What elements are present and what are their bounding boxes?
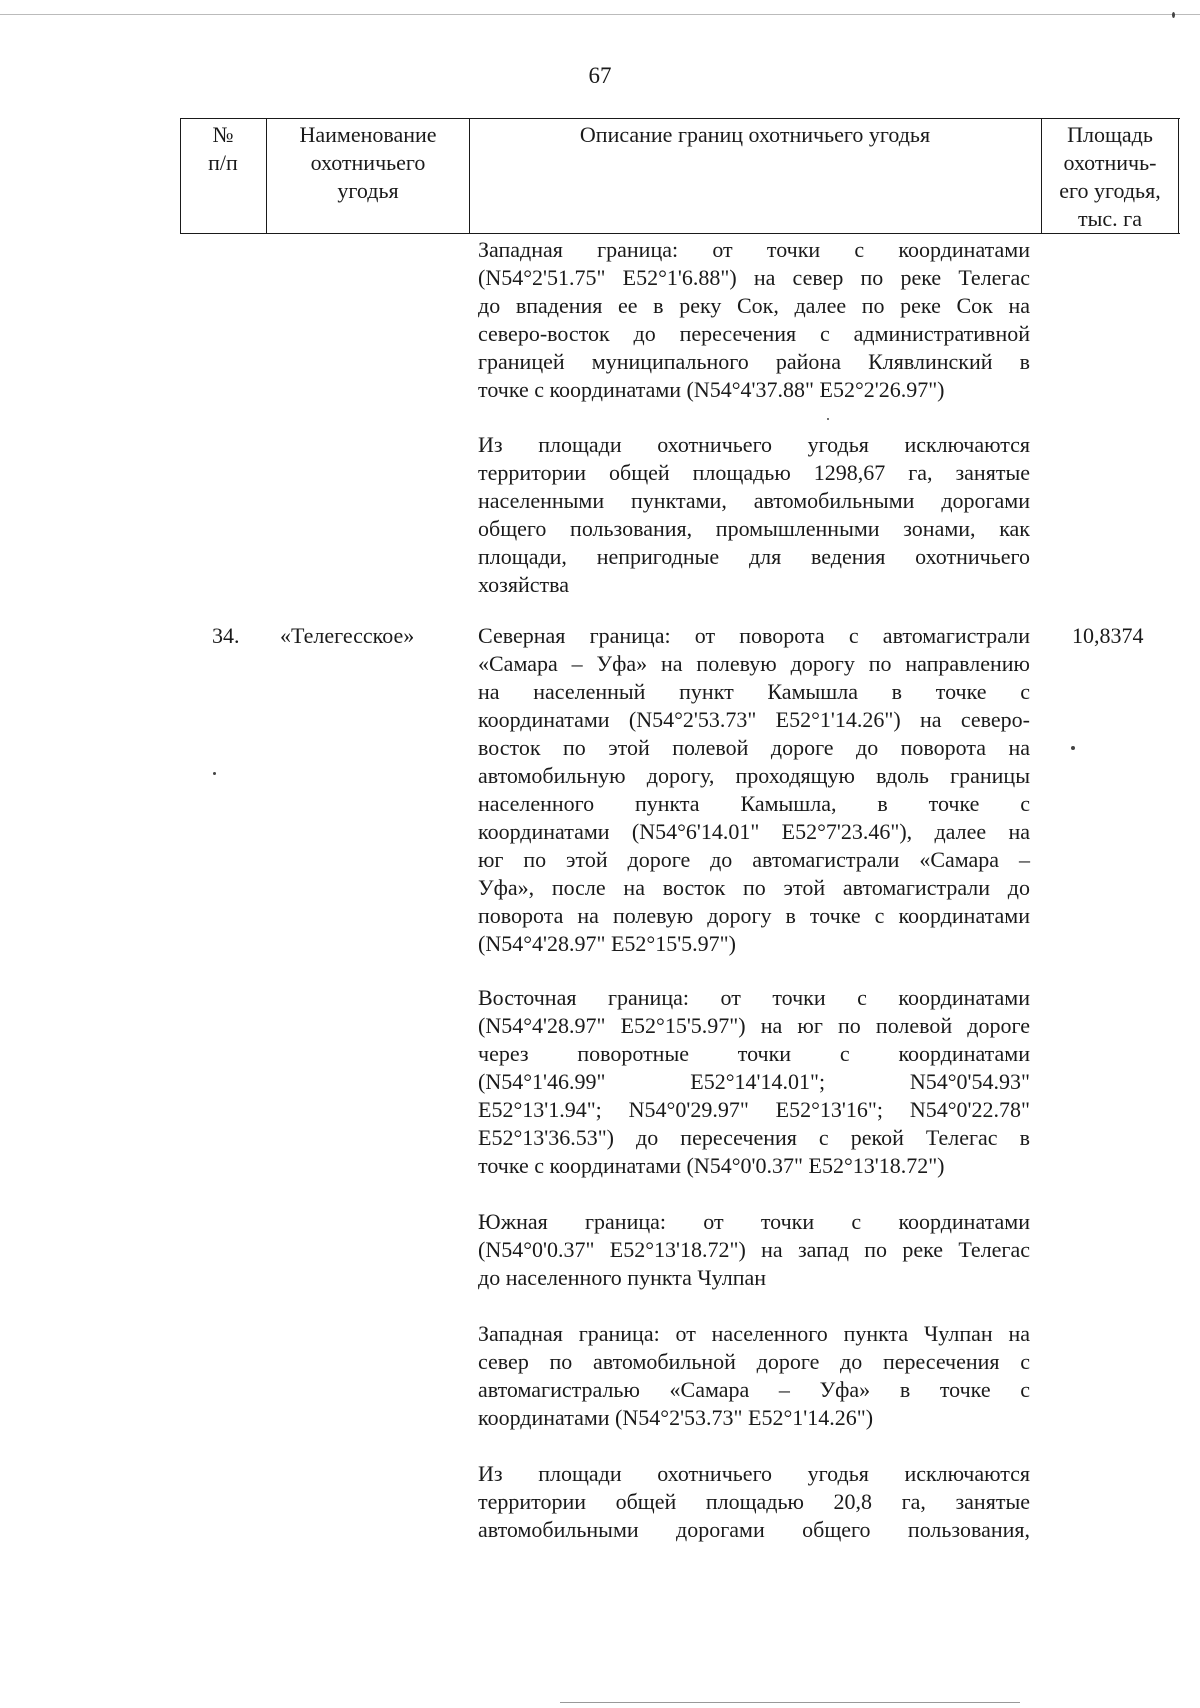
header-area: Площадь охотничь- его угодья, тыс. га bbox=[1059, 122, 1161, 231]
text-line: северо-восток до пересечения с административной bbox=[478, 321, 1030, 346]
scan-artifact bbox=[213, 772, 216, 775]
scan-artifact bbox=[1172, 12, 1175, 18]
text-line: Восточная граница: от точки с координатами bbox=[478, 985, 1030, 1010]
hunting-ground-area: 10,8374 bbox=[1072, 623, 1144, 648]
text-line: юг по этой дороге до автомагистрали «Самара – bbox=[478, 847, 1030, 872]
text-line: координатами (N54°2'53.73" E52°1'14.26") bbox=[478, 1405, 874, 1430]
text-line: координатами (N54°6'14.01" E52°7'23.46"), далее на bbox=[478, 819, 1030, 844]
header-description: Описание границ охотничьего угодья bbox=[579, 122, 931, 147]
text-line: на населенный пункт Камышла в точке с bbox=[478, 679, 1030, 704]
text-line: хозяйства bbox=[478, 572, 569, 597]
text-line: Западная граница: от точки с координатами bbox=[478, 237, 1030, 262]
header-name: Наименование охотничьего угодья bbox=[299, 122, 437, 203]
text-line: восток по этой полевой дороге до поворота на bbox=[478, 735, 1030, 760]
scan-artifact bbox=[560, 1702, 1020, 1703]
scan-artifact bbox=[0, 14, 1200, 15]
text-line: границей муниципального района Клявлинский в bbox=[478, 349, 1030, 374]
text-line: Западная граница: от населенного пункта Чулпан на bbox=[478, 1321, 1030, 1346]
text-line: Уфа», после на восток по этой автомагистрали до bbox=[478, 875, 1030, 900]
text-line: поворота на полевую дорогу в точке с координатами bbox=[478, 903, 1030, 928]
scan-artifact bbox=[827, 418, 829, 420]
text-line: территории общей площадью 1298,67 га, занятые bbox=[478, 460, 1030, 485]
table-border bbox=[1041, 119, 1042, 233]
south-border-description bbox=[478, 1208, 1030, 1292]
east-border-description bbox=[478, 984, 1030, 1180]
header-number: № п/п bbox=[208, 122, 238, 175]
west-border-description bbox=[478, 1320, 1030, 1432]
text-line: E52°13'36.53") до пересечения с рекой Телегас в bbox=[478, 1125, 1030, 1150]
hunting-ground-name: «Телегесское» bbox=[280, 623, 415, 648]
previous-row-exclusion bbox=[478, 431, 1030, 599]
text-line: Из площади охотничьего угодья исключаются bbox=[478, 432, 1030, 457]
text-line: населенными пунктами, автомобильными дорогами bbox=[478, 488, 1030, 513]
page-number: 67 bbox=[588, 63, 612, 88]
text-line: точке с координатами (N54°0'0.37" E52°13'18.72") bbox=[478, 1153, 945, 1178]
text-line: Южная граница: от точки с координатами bbox=[478, 1209, 1030, 1234]
text-line: общего пользования, промышленными зонами, как bbox=[478, 516, 1030, 541]
text-line: (N54°4'28.97" E52°15'5.97") bbox=[478, 931, 736, 956]
table-border bbox=[469, 119, 470, 233]
text-line: «Самара – Уфа» на полевую дорогу по направлению bbox=[478, 651, 1030, 676]
text-line: до впадения ее в реку Сок, далее по реке Сок на bbox=[478, 293, 1030, 318]
text-line: автомобильную дорогу, проходящую вдоль границы bbox=[478, 763, 1030, 788]
exclusion-description bbox=[478, 1460, 1030, 1544]
text-line: координатами (N54°2'53.73" E52°1'14.26") на северо- bbox=[478, 707, 1030, 732]
text-line: площади, непригодные для ведения охотничьего bbox=[478, 544, 1030, 569]
table-border bbox=[266, 119, 267, 233]
text-line: автомагистралью «Самара – Уфа» в точке с bbox=[478, 1377, 1030, 1402]
text-line: (N54°0'0.37" E52°13'18.72") на запад по реке Телегас bbox=[478, 1237, 1030, 1262]
table-header bbox=[180, 118, 1180, 234]
text-line: Северная граница: от поворота с автомагистрали bbox=[478, 623, 1030, 648]
text-line: до населенного пункта Чулпан bbox=[478, 1265, 767, 1290]
row-number: 34. bbox=[212, 623, 240, 648]
text-line: (N54°4'28.97" E52°15'5.97") на юг по полевой дороге bbox=[478, 1013, 1030, 1038]
text-line: точке с координатами (N54°4'37.88" E52°2'26.97") bbox=[478, 377, 945, 402]
text-line: населенного пункта Камышла, в точке с bbox=[478, 791, 1030, 816]
text-line: территории общей площадью 20,8 га, занятые bbox=[478, 1489, 1030, 1514]
text-line: Из площади охотничьего угодья исключаются bbox=[478, 1461, 1030, 1486]
previous-row-west-border bbox=[478, 236, 1030, 404]
table-border bbox=[1178, 119, 1179, 233]
scan-artifact bbox=[1071, 746, 1075, 750]
text-line: (N54°2'51.75" E52°1'6.88") на север по реке Телегас bbox=[478, 265, 1030, 290]
text-line: через поворотные точки с координатами bbox=[478, 1041, 1030, 1066]
text-line: (N54°1'46.99" E52°14'14.01"; N54°0'54.93" bbox=[478, 1069, 1030, 1094]
north-border-description bbox=[478, 622, 1030, 958]
text-line: автомобильными дорогами общего пользования, bbox=[478, 1517, 1030, 1542]
text-line: E52°13'1.94"; N54°0'29.97" E52°13'16"; N54°0'22.78" bbox=[478, 1097, 1030, 1122]
text-line: север по автомобильной дороге до пересечения с bbox=[478, 1349, 1030, 1374]
